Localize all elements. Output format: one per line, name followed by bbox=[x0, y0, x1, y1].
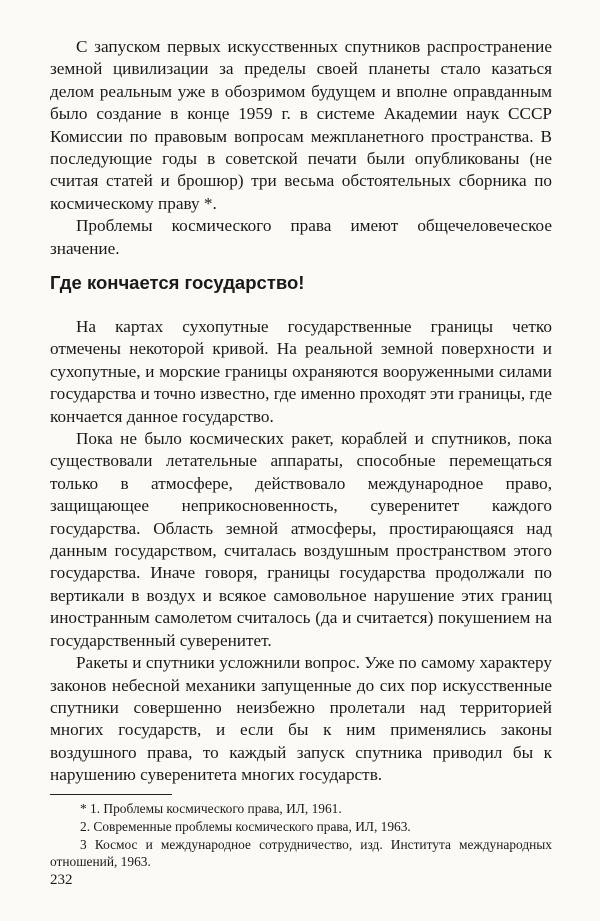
section-text bbox=[50, 316, 552, 787]
section-paragraph-3: Ракеты и спутники усложнили вопрос. Уже по самому характеру законов небесной механики запущенные до сих пор искусственные спутники совершенно неизбежно пролетали над территорией многих государств, и если бы к ним применялись законы воздушного права, то каждый запуск спутника приводил бы к нарушению суверенитета многих государств. bbox=[50, 653, 552, 785]
section-heading: Где кончается государство! bbox=[50, 272, 305, 293]
intro-paragraph-2: Проблемы космического права имеют общечеловеческое значение. bbox=[50, 216, 552, 258]
page-number: 232 bbox=[50, 872, 73, 888]
section-paragraph-1: На картах сухопутные государственные границы четко отмечены некоторой кривой. На реальной земной поверхности и сухопутные, и морские границы охраняются вооруженными силами государства и точно известно, где именно проходят эти границы, где кончается данное государство. bbox=[50, 317, 552, 426]
footnote-2: 2. Современные проблемы космического права, ИЛ, 1963. bbox=[80, 818, 411, 834]
footnotes bbox=[50, 800, 552, 871]
intro-text bbox=[50, 36, 552, 260]
section-paragraph-2: Пока не было космических ракет, кораблей и спутников, пока существовали летательные аппараты, способные перемещаться только в атмосфере, действовало международное право, защищающее неприкосновенность, суверенитет каждого государства. Область земной атмосферы, простирающаяся над данным государством, считалась воздушным пространством этого государства. Иначе говоря, границы государства продолжали по вертикали в воздух и всякое самовольное нарушение этих границ иностранным самолетом считалось (да и считается) покушением на государственный суверенитет. bbox=[50, 429, 552, 650]
footnote-1: * 1. Проблемы космического права, ИЛ, 1961. bbox=[80, 801, 342, 816]
footnote-3: 3 Космос и международное сотрудничество, изд. Института международных отношений, 1963. bbox=[50, 836, 552, 870]
intro-paragraph-1: С запуском первых искусственных спутников распространение земной цивилизации за пределы своей планеты стало казаться делом реальным уже в обозримом будущем и вполне оправданным было создание в конце 1959 г. в системе Академии наук СССР Комиссии по правовым вопросам межпланетного пространства. В последующие годы в советской печати были опубликованы (не считая статей и брошюр) три весьма обстоятельных сборника по космическому праву *. bbox=[50, 37, 552, 213]
footnote-divider bbox=[50, 794, 172, 795]
